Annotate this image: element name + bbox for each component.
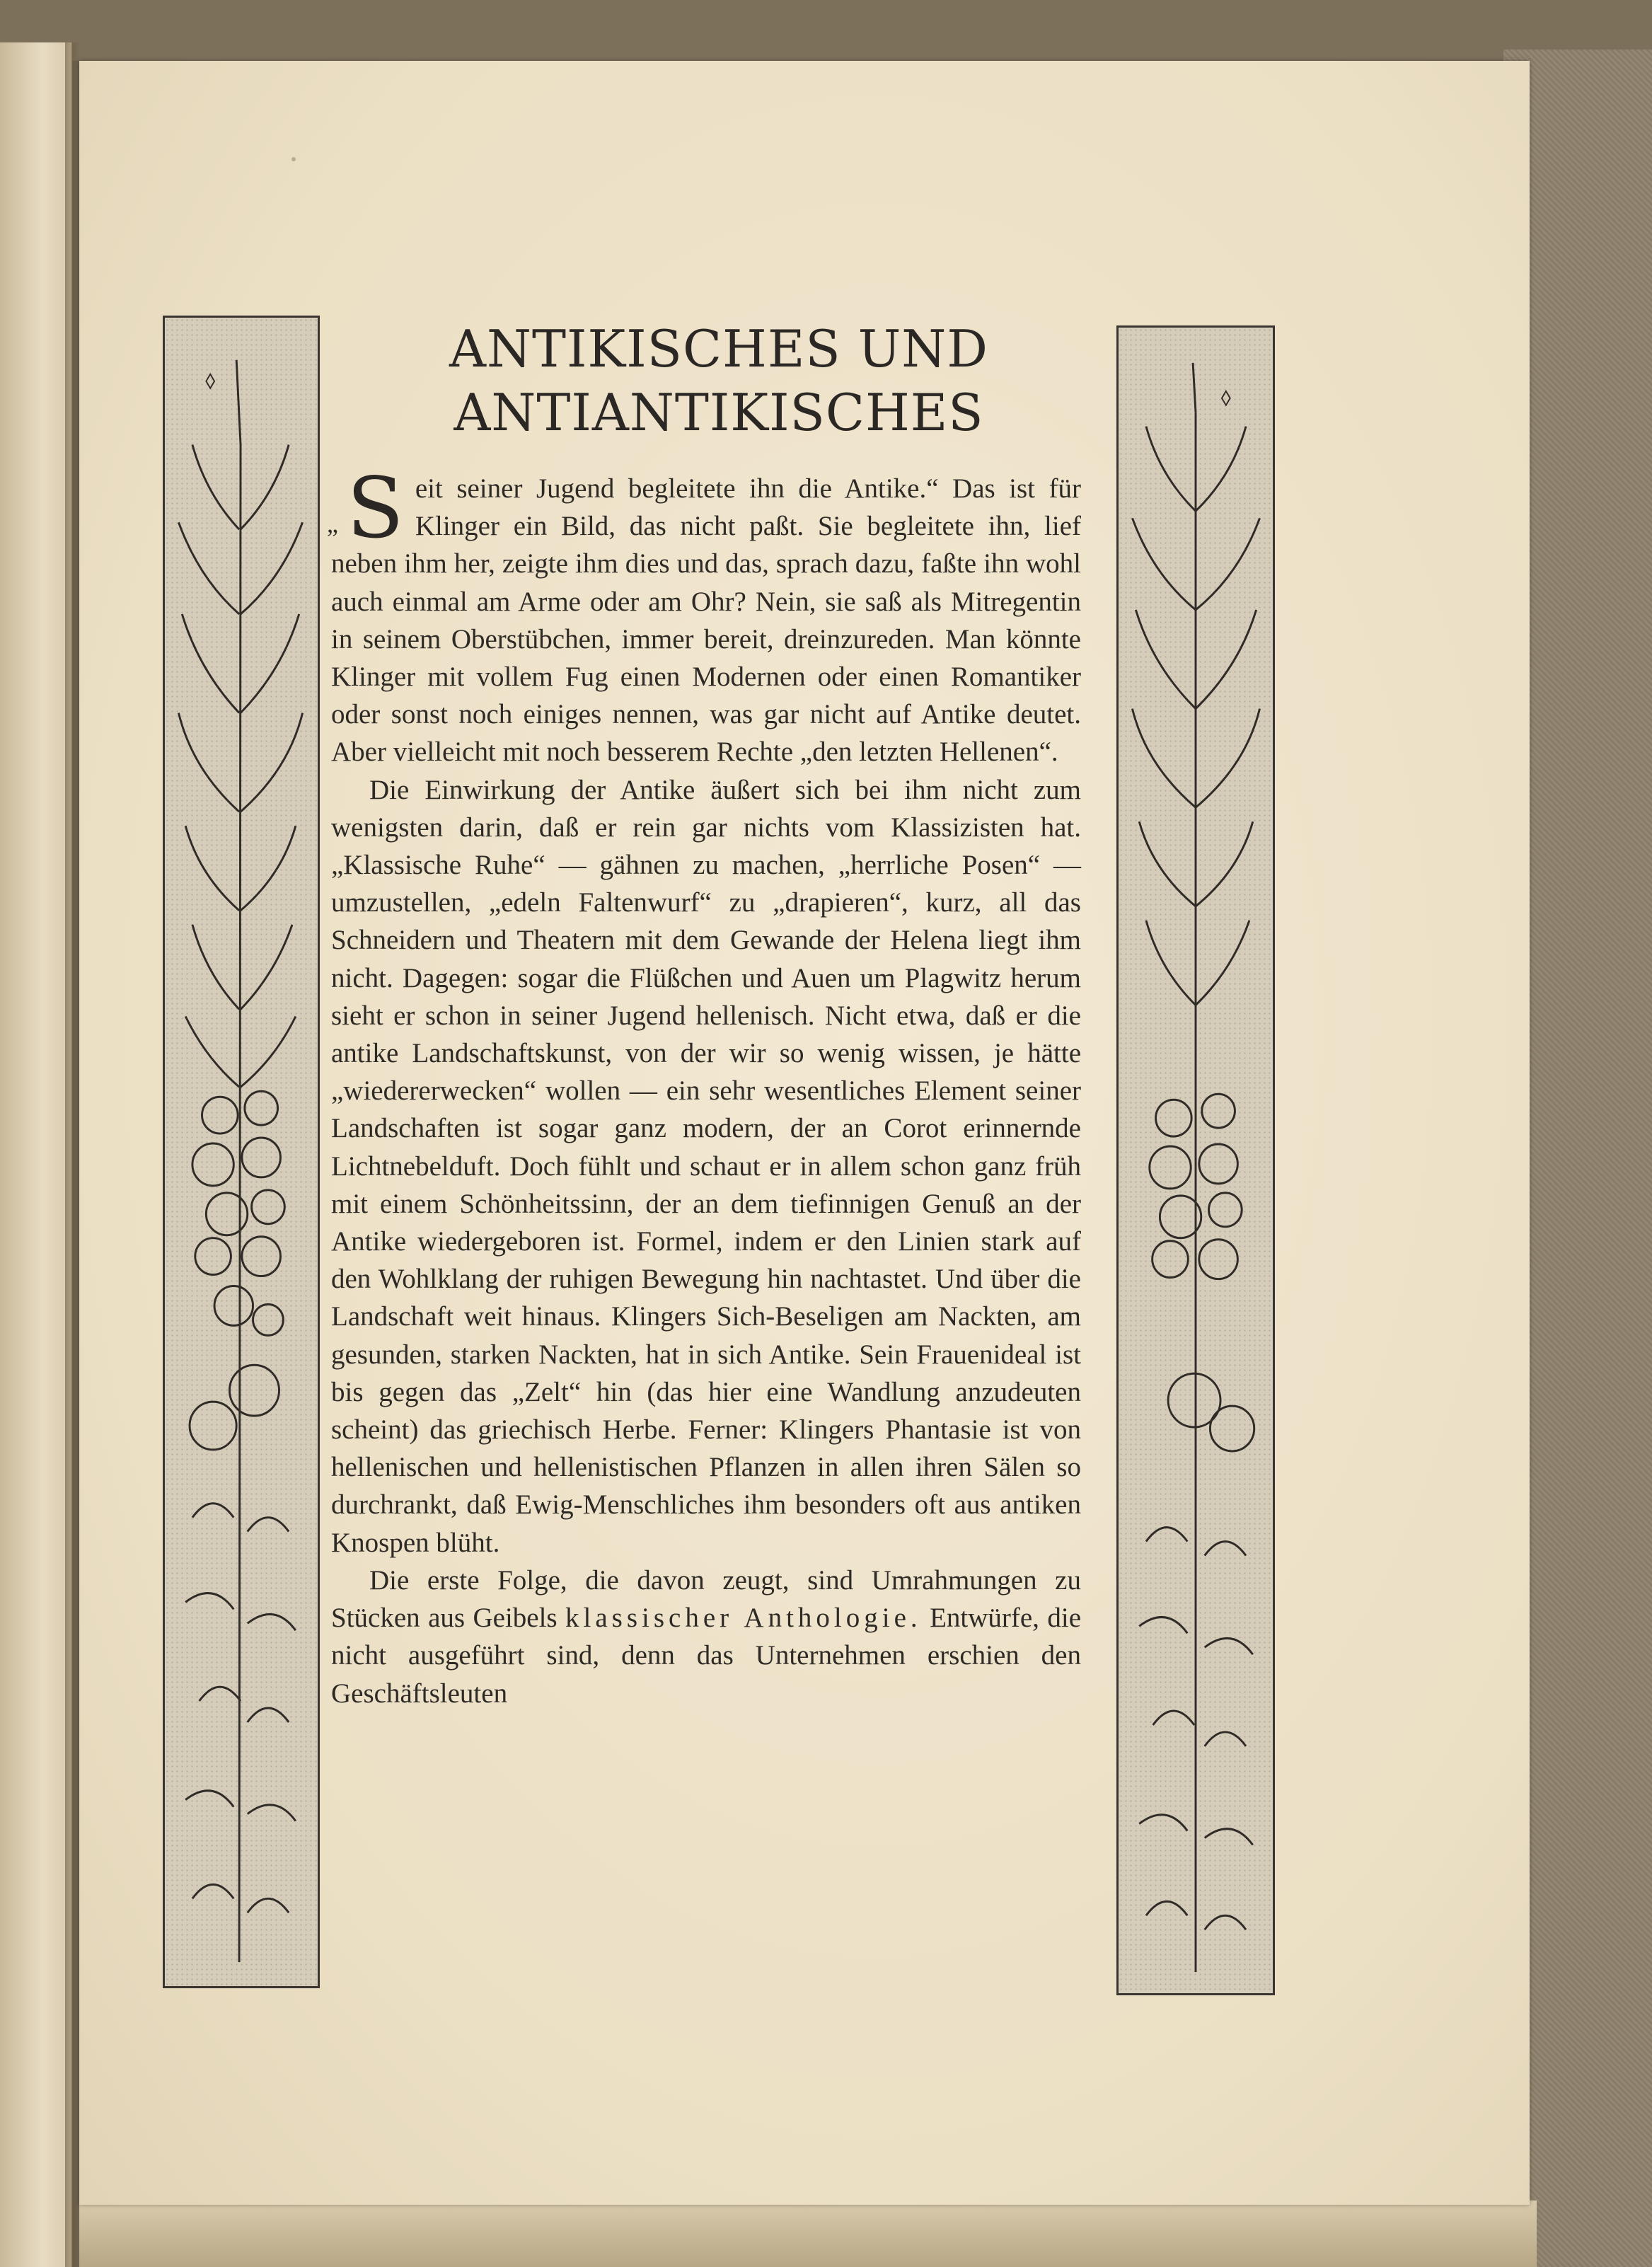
- title-line-1: ANTIKISCHES UND: [449, 319, 989, 379]
- paragraph-3-end: Entwürfe, die nicht ausgeführt sind, denn das Unternehmen erschien den Geschäftsleuten: [331, 1603, 1082, 1709]
- paper-speck: [291, 157, 296, 161]
- paragraph-3: [331, 1562, 1081, 1712]
- gutter-shadow: [65, 42, 81, 2267]
- right-floral-border: [1116, 325, 1275, 1995]
- page-block-bottom: [79, 2200, 1537, 2267]
- paragraph-3-spaced-title: klassischer Anthologie.: [565, 1603, 922, 1634]
- paragraph-2: Die Einwirkung der Antike äußert sich bei ihm nicht zum wenigsten darin, daß er rein gar nichts vom Klassizisten hat. „Klassische Ruhe“ — gähnen zu machen, „herrliche Posen“ — umzustellen, „edeln Faltenwurf“ zu „drapieren“, kurz, all das Schneidern und Theatern mit dem Gewande der Helena liegt ihm nicht. Dagegen: sogar die Flüßchen und Auen um Plagwitz herum sieht er schon in seiner Jugend hellenisch. Nicht etwa, daß er die antike Landschaftskunst, von der wir so wenig wissen, je hätte „wiedererwecken“ wollen — ein sehr wesentliches Element seiner Landschaften ist sogar ganz modern, der an Corot erinnernde Lichtnebelduft. Doch fühlt und schaut er in allem schon ganz früh mit einem Schönheitssinn, der an dem tiefinnigen Genuß an der Antike wiedergeboren ist. Formel, indem er den Linien stark auf den Wohlklang der ruhigen Bewegung hin nachtastet. Und über die Landschaft weit hinaus. Klingers Sich-Beseligen am Nackten, am gesunden, starken Nackten, hat in sich Antike. Sein Frauenideal ist bis gegen das „Zelt“ hin (das hier eine Wandlung anzudeuten scheint) das griechisch Herbe. Ferner: Klingers Phantasie ist von hellenischen und hellenistischen Pflanzen in allen ihren Sälen so durchrankt, daß Ewig-Menschliches ihm besonders oft aus antiken Knospen blüht.: [331, 774, 1081, 1558]
- previous-page-edge: [0, 42, 72, 2267]
- paragraph-1-text: eit seiner Jugend begleitete ihn die Antike.“ Das ist für Klinger ein Bild, das nicht paßt. Sie begleitete ihn, lief neben ihm her, zeigte ihm dies und das, sprach dazu, faßte ihn wohl auch einmal am Arme oder am Ohr? Nein, sie saß als Mitregentin in seinem Oberstübchen, immer bereit, dreinzureden. Man könnte Klinger mit vollem Fug einen Modernen oder einen Romantiker oder sonst noch einiges nennen, was gar nicht auf Antike deutet. Aber vielleicht mit noch besserem Rechte „den letzten Hellenen“.: [331, 473, 1081, 768]
- article-title: [333, 317, 1105, 444]
- opening-quote-mark: „: [327, 509, 338, 538]
- left-floral-border: [163, 316, 320, 1988]
- drop-cap: S: [347, 459, 404, 557]
- lily-rose-illustration-left: [165, 318, 318, 1986]
- stem: [239, 445, 241, 1963]
- lily-rose-illustration-right: [1119, 328, 1273, 1993]
- article-body: [327, 459, 1082, 1712]
- title-line-2: ANTIANTIKISCHES: [454, 383, 984, 442]
- cover-top-edge: [0, 0, 1652, 61]
- paragraph-1: [327, 459, 1081, 771]
- paragraph-3-start: Die erste Folge, die davon zeugt, sind Umrahmungen zu Stücken aus Geibels: [331, 1564, 1081, 1634]
